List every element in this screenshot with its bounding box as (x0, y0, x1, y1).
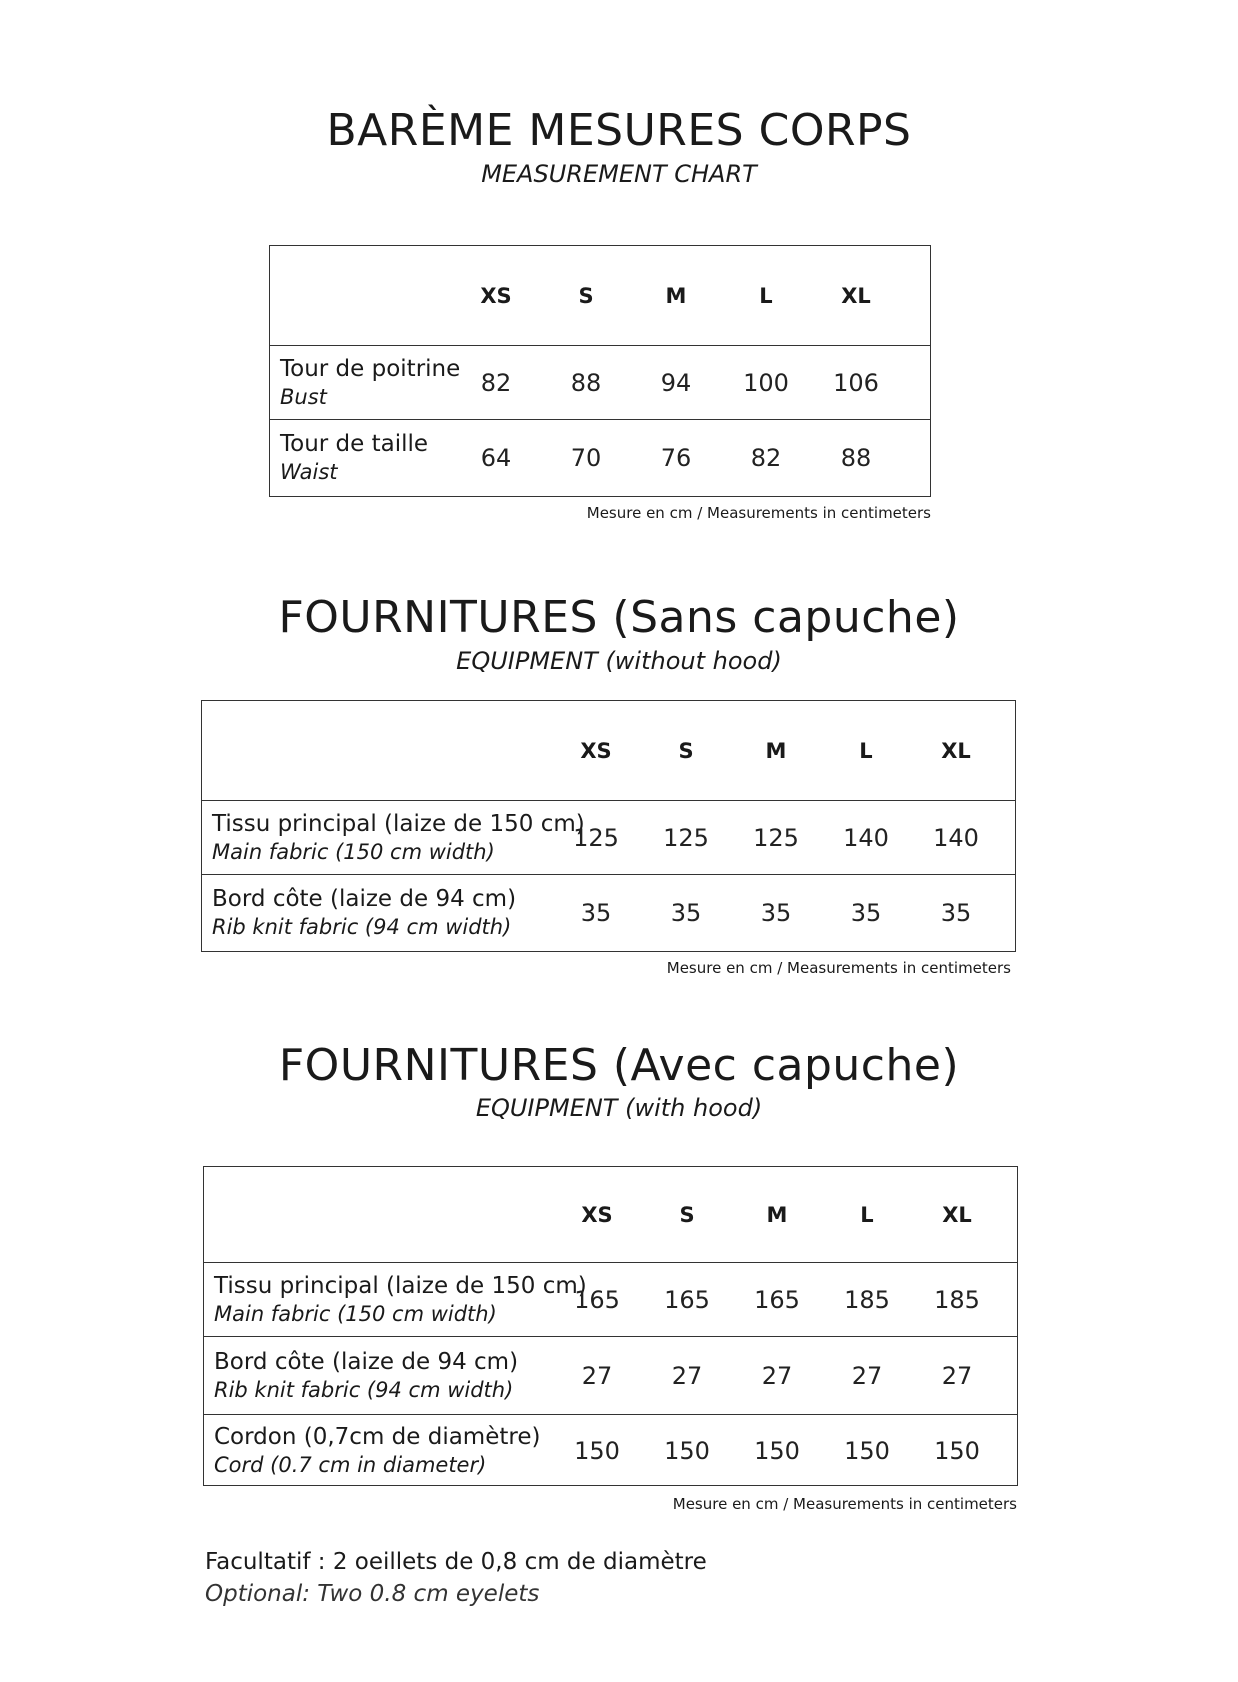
row-label (212, 810, 585, 866)
table-cell: 27 (581, 1361, 613, 1390)
row-label-en: Main fabric (150 cm width) (212, 839, 495, 864)
section-subtitle: EQUIPMENT (without hood) (456, 647, 782, 675)
table-cell: 35 (760, 898, 792, 927)
table-cell: 88 (840, 443, 872, 472)
table-cell: 35 (670, 898, 702, 927)
table-cell: 125 (753, 823, 799, 852)
row-label-fr: Bord côte (laize de 94 cm) (212, 885, 517, 912)
table-cell: 100 (743, 368, 789, 397)
table-cell: 76 (660, 443, 692, 472)
table-cell: 150 (844, 1437, 890, 1465)
size-header: XL (942, 1202, 972, 1227)
table-cell: 150 (754, 1437, 800, 1465)
optional-note (205, 1546, 707, 1610)
size-header: XS (581, 1202, 613, 1227)
section-subtitle: MEASUREMENT CHART (481, 160, 757, 188)
size-header: S (678, 738, 694, 763)
table-cell: 165 (574, 1285, 620, 1314)
row-label-fr: Cordon (0,7cm de diamètre) (214, 1424, 541, 1450)
row-label-en: Waist (280, 459, 338, 484)
row-label-en: Main fabric (150 cm width) (214, 1301, 497, 1326)
units-note: Mesure en cm / Measurements in centimeters (666, 959, 1011, 977)
row-label (214, 1272, 587, 1328)
row-label (212, 885, 516, 941)
table-cell: 150 (664, 1437, 710, 1465)
table-cell: 140 (933, 823, 979, 852)
table-cell: 82 (750, 443, 782, 472)
units-note: Mesure en cm / Measurements in centimeters (586, 504, 931, 522)
table-header-row (270, 246, 930, 346)
size-header: M (765, 738, 787, 763)
row-label-en: Rib knit fabric (94 cm width) (214, 1377, 514, 1402)
size-header: XL (841, 283, 871, 308)
row-label-fr: Bord côte (laize de 94 cm) (214, 1348, 519, 1375)
table-cell: 140 (843, 823, 889, 852)
table-cell: 125 (573, 823, 619, 852)
table-cell: 27 (671, 1361, 703, 1390)
table-cell: 165 (754, 1285, 800, 1314)
table-cell: 185 (844, 1285, 890, 1314)
optional-note-fr: Facultatif : 2 oeillets de 0,8 cm de diamètre (205, 1549, 707, 1575)
table-header-row (202, 701, 1015, 801)
table-row (204, 1414, 1017, 1487)
table-cell: 82 (480, 368, 512, 397)
measurement-table (269, 245, 931, 497)
table-cell: 150 (574, 1437, 620, 1465)
table-row (202, 801, 1015, 874)
row-label (280, 430, 428, 486)
table-row (204, 1263, 1017, 1336)
units-note: Mesure en cm / Measurements in centimeters (672, 1495, 1017, 1513)
row-label-fr: Tour de taille (280, 430, 429, 457)
table-row (204, 1336, 1017, 1414)
size-header: XL (941, 738, 971, 763)
table-cell: 185 (934, 1285, 980, 1314)
row-label (214, 1348, 518, 1404)
table-cell: 35 (850, 898, 882, 927)
size-header: XS (480, 283, 512, 308)
table-cell: 35 (580, 898, 612, 927)
equipment-table-with-hood (203, 1166, 1018, 1486)
section-title: FOURNITURES (Sans capuche) (278, 592, 960, 643)
row-label (280, 355, 460, 411)
optional-note-en: Optional: Two 0.8 cm eyelets (205, 1581, 540, 1607)
row-label-fr: Tissu principal (laize de 150 cm) (212, 810, 585, 837)
table-cell: 150 (934, 1437, 980, 1465)
size-header: M (766, 1202, 788, 1227)
table-cell: 27 (851, 1361, 883, 1390)
size-header: S (578, 283, 594, 308)
table-cell: 165 (664, 1285, 710, 1314)
table-cell: 27 (761, 1361, 793, 1390)
row-label-fr: Tour de poitrine (280, 355, 461, 382)
table-row (270, 419, 930, 495)
size-header: L (860, 1202, 874, 1227)
section-title: BARÈME MESURES CORPS (326, 105, 912, 156)
table-row (270, 346, 930, 419)
table-cell: 94 (660, 368, 692, 397)
row-label (214, 1423, 540, 1479)
table-cell: 27 (941, 1361, 973, 1390)
table-cell: 35 (940, 898, 972, 927)
table-cell: 70 (570, 443, 602, 472)
table-row (202, 874, 1015, 950)
size-header: XS (580, 738, 612, 763)
size-header: L (759, 283, 773, 308)
row-label-en: Rib knit fabric (94 cm width) (212, 914, 512, 939)
equipment-table-without-hood (201, 700, 1016, 952)
table-cell: 64 (480, 443, 512, 472)
row-label-en: Bust (280, 384, 327, 409)
table-cell: 88 (570, 368, 602, 397)
section-subtitle: EQUIPMENT (with hood) (475, 1094, 763, 1122)
table-header-row (204, 1167, 1017, 1263)
row-label-fr: Tissu principal (laize de 150 cm) (214, 1272, 587, 1299)
size-header: M (665, 283, 687, 308)
section-title: FOURNITURES (Avec capuche) (278, 1040, 960, 1091)
size-header: L (859, 738, 873, 763)
table-cell: 106 (833, 368, 879, 397)
table-cell: 125 (663, 823, 709, 852)
size-header: S (679, 1202, 695, 1227)
row-label-en: Cord (0.7 cm in diameter) (214, 1453, 487, 1477)
